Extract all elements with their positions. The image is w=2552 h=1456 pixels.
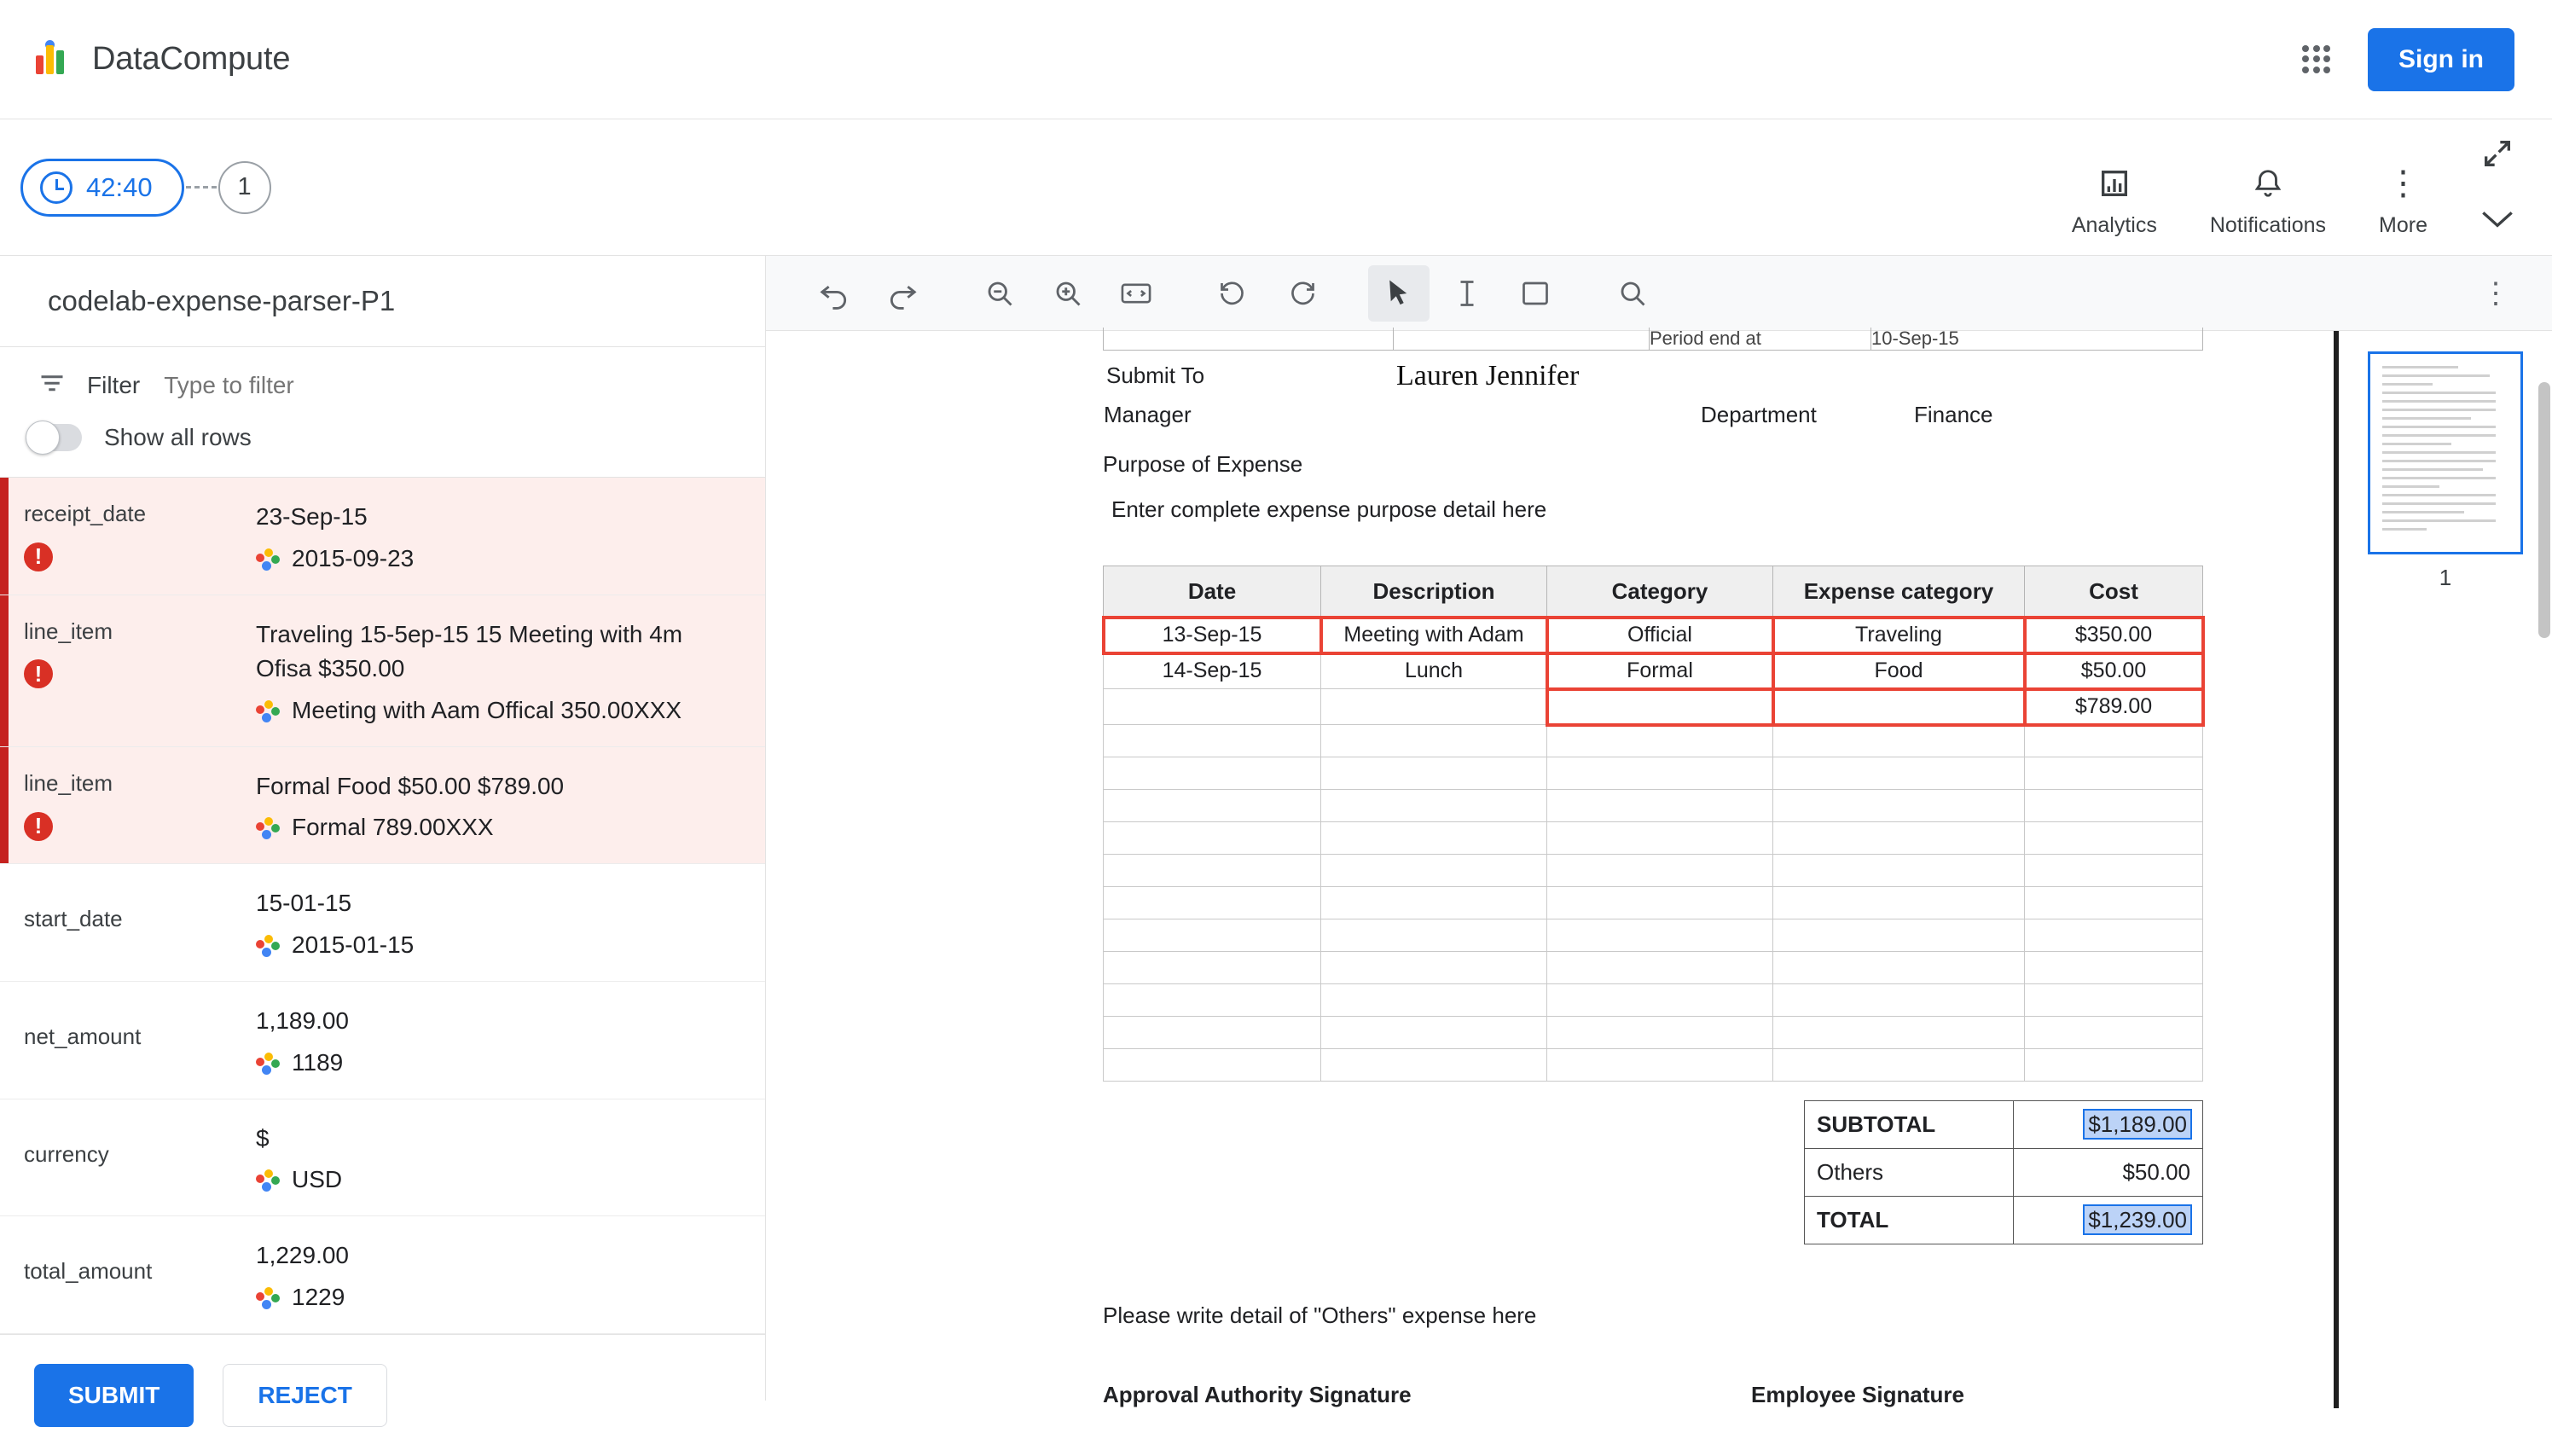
expense-table: [1103, 566, 2203, 1082]
period-end-value: 10-Sep-15: [1871, 328, 2203, 351]
cell-cost[interactable]: $350.00: [2025, 618, 2203, 653]
total-value[interactable]: $1,239.00: [2013, 1197, 2202, 1244]
document-page[interactable]: [971, 328, 2339, 1407]
tool-notifications[interactable]: [2210, 164, 2326, 238]
field-row-net-amount[interactable]: [0, 982, 765, 1099]
subtotal-label: SUBTOTAL: [1805, 1101, 2014, 1149]
expense-table-header-row: [1104, 566, 2203, 618]
timer-pill[interactable]: [20, 159, 184, 217]
chevron-down-icon[interactable]: [2480, 200, 2514, 238]
field-suggestion-text: 1189: [292, 1048, 344, 1076]
rotate-right-icon[interactable]: [1271, 265, 1332, 322]
cell-date[interactable]: [1104, 689, 1321, 725]
doc-manager-row: [1103, 401, 2203, 429]
google-ai-icon: [256, 700, 280, 724]
field-key-wrap: [0, 1238, 247, 1305]
filter-icon: [39, 372, 65, 400]
show-all-rows-label: Show all rows: [104, 424, 252, 450]
task-bar: [0, 119, 2552, 256]
table-row-empty[interactable]: [1104, 757, 2203, 790]
field-suggestion[interactable]: [256, 545, 731, 572]
field-row-line-item-2[interactable]: [0, 747, 765, 865]
table-row-empty[interactable]: [1104, 919, 2203, 952]
field-suggestion-text: Formal 789.00XXX: [292, 814, 494, 841]
purpose-heading: Purpose of Expense: [1103, 451, 1303, 477]
field-row-currency[interactable]: [0, 1099, 765, 1217]
cell-description[interactable]: Lunch: [1321, 653, 1547, 689]
field-row-line-item-1[interactable]: [0, 595, 765, 747]
totals-row-total[interactable]: [1805, 1197, 2203, 1244]
purpose-text: Enter complete expense purpose detail here: [1111, 496, 1547, 522]
zoom-out-icon[interactable]: [969, 265, 1030, 322]
field-value-wrap: [256, 886, 748, 959]
doc-submit-to-row: [1103, 351, 2203, 401]
show-all-rows-toggle[interactable]: [26, 424, 82, 451]
brand-name: DataCompute: [92, 41, 291, 77]
cell-expense-category[interactable]: Food: [1773, 653, 2025, 689]
cell-date[interactable]: 14-Sep-15: [1104, 653, 1321, 689]
viewer-scrollbar[interactable]: [2537, 331, 2552, 1401]
field-key: receipt_date: [24, 501, 147, 526]
manager-value: [1517, 401, 1700, 429]
tool-more-label: More: [2379, 213, 2427, 237]
more-vert-icon: ⋮: [2386, 165, 2421, 202]
filter-row: [0, 347, 765, 421]
connector-line: [186, 186, 217, 189]
field-value[interactable]: 15-01-15: [256, 890, 352, 917]
field-key-wrap: [0, 618, 247, 689]
table-row-empty[interactable]: [1104, 855, 2203, 887]
document-title: codelab-expense-parser-P1: [0, 256, 765, 347]
clock-icon: [40, 171, 72, 204]
field-list: [0, 478, 765, 1334]
field-value-wrap: [256, 1004, 748, 1076]
cell-category[interactable]: Formal: [1547, 653, 1773, 689]
field-suggestion[interactable]: [256, 1284, 731, 1311]
field-key: total_amount: [24, 1258, 153, 1285]
table-row-empty[interactable]: [1104, 790, 2203, 822]
analytics-icon: [2097, 164, 2132, 203]
field-value-wrap: [256, 1238, 748, 1311]
viewer-left-gutter: [766, 331, 971, 1401]
tool-analytics[interactable]: [2072, 164, 2157, 238]
totals-row-subtotal[interactable]: [1805, 1101, 2203, 1149]
field-key: line_item: [24, 769, 113, 796]
tool-notifications-label: Notifications: [2209, 213, 2327, 237]
field-value-wrap: [256, 500, 748, 572]
totals-table: [1804, 1100, 2203, 1244]
field-key-wrap: [0, 1122, 247, 1188]
cell-date[interactable]: 13-Sep-15: [1104, 618, 1321, 653]
tool-more[interactable]: [2379, 164, 2427, 238]
field-key: start_date: [24, 906, 123, 932]
table-row-empty[interactable]: [1104, 1049, 2203, 1082]
rotate-left-icon[interactable]: [1203, 265, 1264, 322]
viewer-scrollbar-thumb[interactable]: [2538, 382, 2550, 638]
col-expense-category: Expense category: [1773, 566, 2025, 618]
google-ai-icon: [256, 1169, 280, 1193]
table-row[interactable]: [1104, 689, 2203, 725]
viewer-toolbar: [766, 256, 2552, 331]
field-value[interactable]: 23-Sep-15: [256, 503, 368, 530]
more-vert-icon[interactable]: ⋮: [2465, 265, 2526, 322]
table-row-empty[interactable]: [1104, 725, 2203, 757]
table-row[interactable]: [1104, 653, 2203, 689]
signature-right-label: Employee Signature: [1751, 1382, 1964, 1407]
thumbnail-preview: [2382, 366, 2508, 540]
google-ai-icon: [256, 1287, 280, 1311]
field-suggestion-text: Meeting with Aam Offical 350.00XXX: [292, 696, 682, 723]
field-key-wrap: [0, 886, 247, 953]
viewer-body: [766, 328, 2552, 1407]
col-cost: Cost: [2025, 566, 2203, 618]
google-ai-icon: [256, 1053, 280, 1076]
select-cursor-icon[interactable]: [1368, 265, 1430, 322]
timer-value: 42:40: [86, 171, 153, 202]
field-key-wrap: [0, 1004, 247, 1070]
col-category: Category: [1547, 566, 1773, 618]
field-key: net_amount: [24, 1024, 142, 1050]
totals-row-others[interactable]: [1805, 1149, 2203, 1197]
table-row-empty[interactable]: [1104, 952, 2203, 984]
field-value[interactable]: 1,229.00: [256, 1242, 349, 1269]
col-date: Date: [1104, 566, 1321, 618]
text-select-icon[interactable]: [1436, 265, 1498, 322]
google-ai-icon: [256, 935, 280, 959]
department-label: Department: [1701, 402, 1817, 427]
cell-description[interactable]: Meeting with Adam: [1321, 618, 1547, 653]
others-label: Others: [1805, 1149, 2014, 1197]
period-end-label: Period end at: [1650, 328, 1871, 351]
search-icon[interactable]: [1602, 265, 1663, 322]
col-description: Description: [1321, 566, 1547, 618]
timer-group: [20, 159, 271, 217]
cell-cost[interactable]: $789.00: [2025, 689, 2203, 725]
sign-in-button[interactable]: Sign in: [2368, 28, 2514, 91]
field-suggestion[interactable]: [256, 1049, 731, 1076]
page-inner: [971, 328, 2334, 1408]
top-bar: [0, 0, 2552, 119]
top-bar-right: [2300, 28, 2514, 91]
field-row-total-amount[interactable]: [0, 1216, 765, 1334]
tool-analytics-label: Analytics: [2071, 213, 2157, 237]
manager-label: Manager: [1104, 402, 1192, 427]
crop-region-icon[interactable]: [1505, 265, 1566, 322]
others-value[interactable]: $50.00: [2013, 1149, 2202, 1197]
field-suggestion-text: USD: [292, 1166, 343, 1193]
reject-button[interactable]: REJECT: [223, 1364, 386, 1427]
bell-icon: [2252, 164, 2284, 203]
field-suggestion[interactable]: [256, 814, 731, 841]
expand-diagonal-icon[interactable]: [2480, 136, 2514, 179]
cell-category[interactable]: [1547, 689, 1773, 725]
error-icon: !: [24, 812, 53, 841]
doc-header-clipped-row: [1103, 328, 2203, 351]
filter-label: Filter: [87, 372, 141, 398]
thumbnail-page-number: 1: [2439, 565, 2452, 590]
action-bar: [0, 1334, 765, 1456]
brand[interactable]: [34, 40, 290, 79]
field-suggestion[interactable]: [256, 1166, 731, 1193]
field-value-wrap: [256, 769, 748, 842]
panel-controls: [2480, 136, 2514, 238]
signature-row: [1103, 1382, 2334, 1408]
table-row-empty[interactable]: [1104, 822, 2203, 855]
google-ai-icon: [256, 548, 280, 572]
submit-button[interactable]: SUBMIT: [34, 1364, 194, 1427]
field-value[interactable]: Traveling 15-5ep-15 15 Meeting with 4m Ofisa $350.00: [256, 620, 683, 682]
field-key-wrap: [0, 769, 247, 841]
cell-category[interactable]: Official: [1547, 618, 1773, 653]
show-all-rows-row[interactable]: [0, 421, 765, 478]
page-content: [971, 328, 2339, 1408]
page-thumbnail-1[interactable]: [2368, 351, 2523, 554]
redo-icon[interactable]: [872, 265, 933, 322]
datacompute-logo-icon: [34, 40, 73, 79]
table-row-empty[interactable]: [1104, 984, 2203, 1017]
thumbnail-panel: [2339, 331, 2552, 1401]
cell-cost[interactable]: $50.00: [2025, 653, 2203, 689]
cell-expense-category[interactable]: Traveling: [1773, 618, 2025, 653]
field-value[interactable]: 1,189.00: [256, 1006, 349, 1034]
total-label: TOTAL: [1805, 1197, 2014, 1244]
cell-description[interactable]: [1321, 689, 1547, 725]
field-value[interactable]: $: [256, 1124, 270, 1151]
apps-grid-icon[interactable]: [2300, 43, 2334, 77]
signature-left-label: Approval Authority Signature: [1103, 1382, 1412, 1407]
page-count-badge[interactable]: 1: [218, 161, 271, 214]
others-note: Please write detail of "Others" expense here: [1103, 1302, 1537, 1328]
submit-to-value: Lauren Jennifer: [1396, 359, 1580, 392]
undo-icon[interactable]: [803, 265, 865, 322]
error-icon: !: [24, 659, 53, 688]
document-viewer: [766, 256, 2552, 1407]
field-key: currency: [24, 1140, 109, 1167]
subtotal-value[interactable]: $1,189.00: [2013, 1101, 2202, 1149]
field-suggestion-text: 1229: [292, 1283, 345, 1310]
main-area: [0, 256, 2552, 1408]
table-row-empty[interactable]: [1104, 1017, 2203, 1049]
zoom-in-icon[interactable]: [1037, 265, 1099, 322]
submit-to-label: Submit To: [1106, 363, 1205, 388]
field-suggestion[interactable]: [256, 931, 731, 959]
field-row-start-date[interactable]: [0, 864, 765, 982]
field-value[interactable]: Formal Food $50.00 $789.00: [256, 772, 565, 799]
field-key-wrap: [0, 500, 247, 571]
error-icon: !: [24, 542, 53, 571]
field-suggestion-text: 2015-09-23: [292, 544, 415, 571]
field-suggestion-text: 2015-01-15: [292, 931, 415, 958]
table-row[interactable]: [1104, 618, 2203, 653]
table-row-empty[interactable]: [1104, 887, 2203, 919]
department-value: Finance: [1914, 402, 1993, 427]
filter-input[interactable]: [162, 371, 503, 400]
code-brackets-icon[interactable]: [1105, 265, 1167, 322]
field-key: line_item: [24, 618, 113, 644]
field-row-receipt-date[interactable]: [0, 478, 765, 595]
left-panel: [0, 256, 766, 1408]
task-bar-tools: [2072, 136, 2514, 238]
field-value-wrap: [256, 618, 748, 724]
google-ai-icon: [256, 817, 280, 841]
field-value-wrap: [256, 1122, 748, 1194]
field-suggestion[interactable]: [256, 697, 731, 724]
cell-expense-category[interactable]: [1773, 689, 2025, 725]
